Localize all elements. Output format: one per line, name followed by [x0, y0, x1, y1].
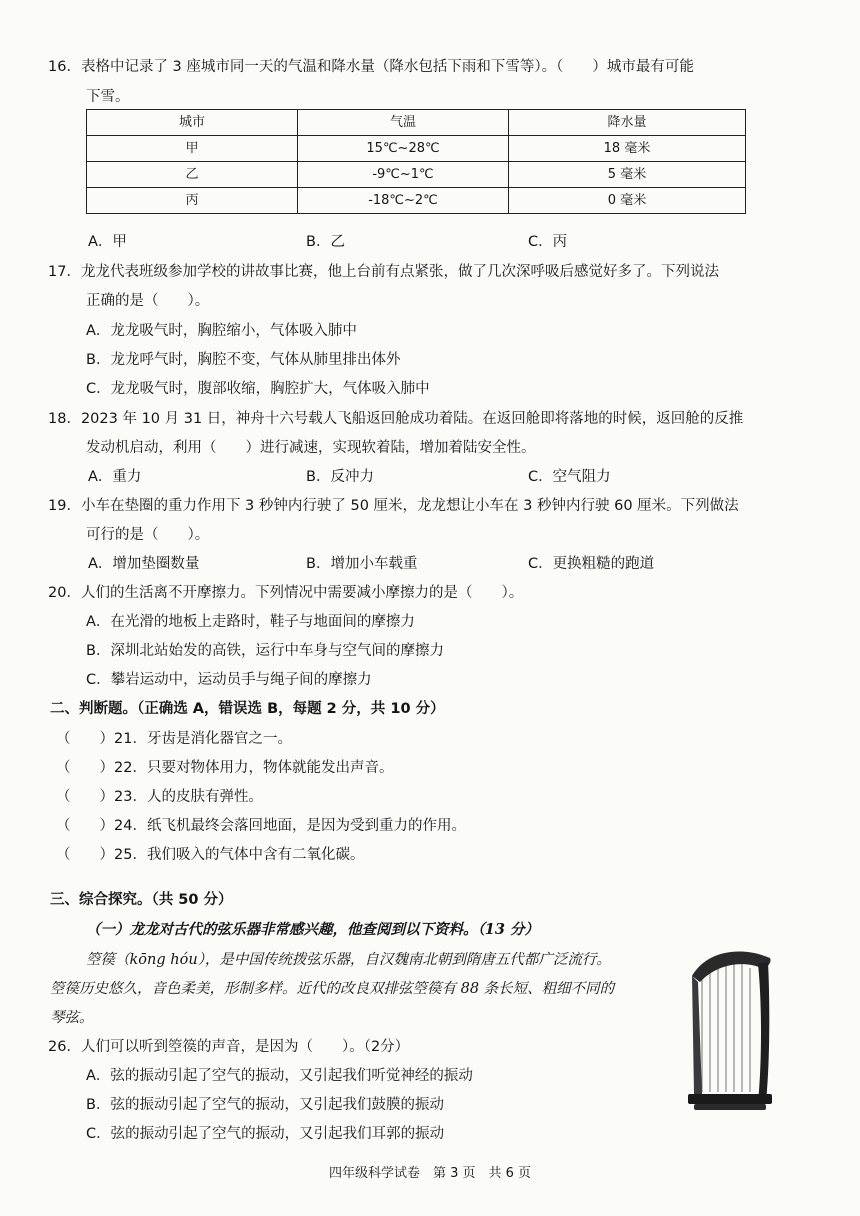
q16-stem-line2: 下雪。 [86, 89, 130, 105]
table-cell: 18 毫米 [509, 136, 746, 162]
q26-option-a[interactable]: A．弦的振动引起了空气的振动，又引起我们听觉神经的振动 [86, 1068, 473, 1084]
q19-stem-line1: 19．小车在垫圈的重力作用下 3 秒钟内行驶了 50 厘米，龙龙想让小车在 3 秒钟内行驶 60 厘米。下列做法 [48, 498, 739, 514]
q16-option-b[interactable]: B．乙 [306, 234, 345, 250]
material-para-line3: 琴弦。 [50, 1010, 94, 1026]
table-cell: 甲 [87, 136, 298, 162]
q16-option-c[interactable]: C．丙 [528, 234, 568, 250]
section3-sub1: （一）龙龙对古代的弦乐器非常感兴趣，他查阅到以下资料。（13 分） [86, 921, 539, 938]
q16-stem-line1: 16．表格中记录了 3 座城市同一天的气温和降水量（降水包括下雨和下雪等）。（ ）城市最有可能 [48, 59, 694, 75]
q18-option-c[interactable]: C．空气阻力 [528, 469, 611, 485]
section2-title: 二、判断题。（正确选 A，错误选 B，每题 2 分，共 10 分） [50, 701, 445, 717]
q17-option-a[interactable]: A．龙龙吸气时，胸腔缩小，气体吸入肺中 [86, 323, 357, 339]
judge-item-23[interactable]: （ ）23．人的皮肤有弹性。 [56, 789, 263, 805]
judge-item-24[interactable]: （ ）24．纸飞机最终会落回地面，是因为受到重力的作用。 [56, 818, 466, 834]
q19-option-a[interactable]: A．增加垫圈数量 [88, 556, 200, 572]
q17-option-b[interactable]: B．龙龙呼气时，胸腔不变，气体从肺里排出体外 [86, 352, 401, 368]
judge-item-25[interactable]: （ ）25．我们吸入的气体中含有二氧化碳。 [56, 847, 365, 863]
q18-stem-line2: 发动机启动，利用（ ）进行减速，实现软着陆，增加着陆安全性。 [86, 440, 536, 456]
q26-option-c[interactable]: C．弦的振动引起了空气的振动，又引起我们耳郭的振动 [86, 1126, 445, 1142]
q18-option-a[interactable]: A．重力 [88, 469, 142, 485]
material-para-line1: 箜篌（kōng hóu），是中国传统拨弦乐器，自汉魏南北朝到隋唐五代都广泛流行。 [86, 952, 611, 968]
table-cell: 5 毫米 [509, 162, 746, 188]
q17-stem-line2: 正确的是（ ）。 [86, 293, 210, 309]
section3-title: 三、综合探究。（共 50 分） [50, 892, 233, 908]
table-row [87, 188, 746, 214]
q16-option-a[interactable]: A．甲 [88, 234, 127, 250]
table-cell: 15℃~28℃ [298, 136, 509, 162]
q20-option-b[interactable]: B．深圳北站始发的高铁，运行中车身与空气间的摩擦力 [86, 643, 444, 659]
table-row [87, 136, 746, 162]
table-header-cell: 城市 [87, 110, 298, 136]
table-cell: -9℃~1℃ [298, 162, 509, 188]
harp-icon [672, 942, 782, 1122]
q20-option-a[interactable]: A．在光滑的地板上走路时，鞋子与地面间的摩擦力 [86, 614, 415, 630]
q19-option-c[interactable]: C．更换粗糙的跑道 [528, 556, 655, 572]
table-cell: 乙 [87, 162, 298, 188]
q17-stem-line1: 17．龙龙代表班级参加学校的讲故事比赛，他上台前有点紧张，做了几次深呼吸后感觉好多了。下列说法 [48, 264, 719, 280]
material-para-line2: 箜篌历史悠久，音色柔美，形制多样。近代的改良双排弦箜篌有 88 条长短、粗细不同的 [50, 981, 615, 997]
table-header-row [87, 110, 746, 136]
q18-option-b[interactable]: B．反冲力 [306, 469, 374, 485]
q17-option-c[interactable]: C．龙龙吸气时，腹部收缩，胸腔扩大，气体吸入肺中 [86, 381, 430, 397]
table-header-cell: 降水量 [509, 110, 746, 136]
judge-item-22[interactable]: （ ）22．只要对物体用力，物体就能发出声音。 [56, 760, 394, 776]
q19-option-b[interactable]: B．增加小车载重 [306, 556, 418, 572]
table-header-cell: 气温 [298, 110, 509, 136]
table-cell: -18℃~2℃ [298, 188, 509, 214]
q18-stem-line1: 18．2023 年 10 月 31 日，神舟十六号载人飞船返回舱成功着陆。在返回舱即将落地的时候，返回舱的反推 [48, 411, 744, 427]
q26-option-b[interactable]: B．弦的振动引起了空气的振动，又引起我们鼓膜的振动 [86, 1097, 444, 1113]
table-cell: 0 毫米 [509, 188, 746, 214]
q19-stem-line2: 可行的是（ ）。 [86, 527, 210, 543]
table-row [87, 162, 746, 188]
table-cell: 丙 [87, 188, 298, 214]
q20-option-c[interactable]: C．攀岩运动中，运动员手与绳子间的摩擦力 [86, 672, 372, 688]
q26-stem: 26．人们可以听到箜篌的声音，是因为（ ）。（2分） [48, 1039, 410, 1055]
q16-table [86, 109, 746, 214]
judge-item-21[interactable]: （ ）21．牙齿是消化器官之一。 [56, 731, 292, 747]
q20-stem: 20．人们的生活离不开摩擦力。下列情况中需要减小摩擦力的是（ ）。 [48, 585, 524, 601]
page-footer: 四年级科学试卷 第 3 页 共 6 页 [328, 1166, 532, 1181]
